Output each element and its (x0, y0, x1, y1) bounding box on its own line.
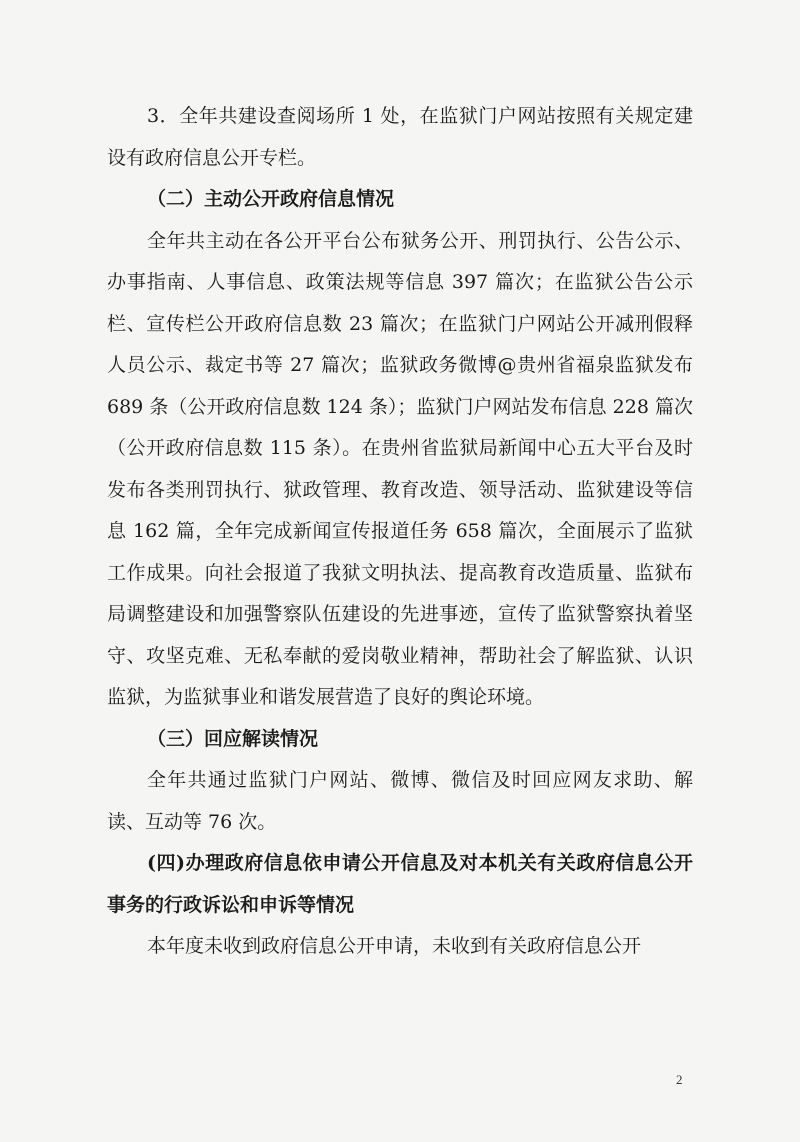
paragraph-response-interpretation: 全年共通过监狱门户网站、微博、微信及时回应网友求助、解读、互动等 76 次。 (107, 769, 693, 833)
paragraph-proactive-disclosure: 全年共主动在各公开平台公布狱务公开、刑罚执行、公告公示、办事指南、人事信息、政策法规等信息 397 篇次；在监狱公告公示栏、宣传栏公开政府信息数 23 篇次；在监狱门户网站公开减刑假释人员公示、裁定书等 27 篇次；监狱政务微博@贵州省福泉监狱发布 689 条（公开政府信息数 124 条）；监狱门户网站发布信息 228 篇次（公开政府信息数 115 条）。在贵州省监狱局新闻中心五大平台及时发布各类刑罚执行、狱政管理、教育改造、领导活动、监狱建设等信息 162 篇，全年完成新闻宣传报道任务 658 篇次，全面展示了监狱工作成果。向社会报道了我狱文明执法、提高教育改造质量、监狱布局调整建设和加强警察队伍建设的先进事迹，宣传了监狱警察执着坚守、攻坚克难、无私奉献的爱岗敬业精神，帮助社会了解监狱、认识监狱，为监狱事业和谐发展营造了良好的舆论环境。 (107, 229, 693, 708)
heading-response-interpretation: （三）回应解读情况 (147, 727, 319, 750)
heading-proactive-disclosure: （二）主动公开政府信息情况 (147, 188, 395, 210)
paragraph-reading-room: 3．全年共建设查阅场所 1 处，在监狱门户网站按照有关规定建设有政府信息公开专栏。 (107, 105, 693, 169)
page-number: 2 (676, 1072, 683, 1087)
document-body (107, 96, 693, 968)
paragraph-application-disclosure: 本年度未收到政府信息公开申请，未收到有关政府信息公开 (147, 935, 642, 957)
heading-application-disclosure: (四)办理政府信息依申请公开信息及对本机关有关政府信息公开事务的行政诉讼和申诉等情况 (107, 852, 693, 916)
